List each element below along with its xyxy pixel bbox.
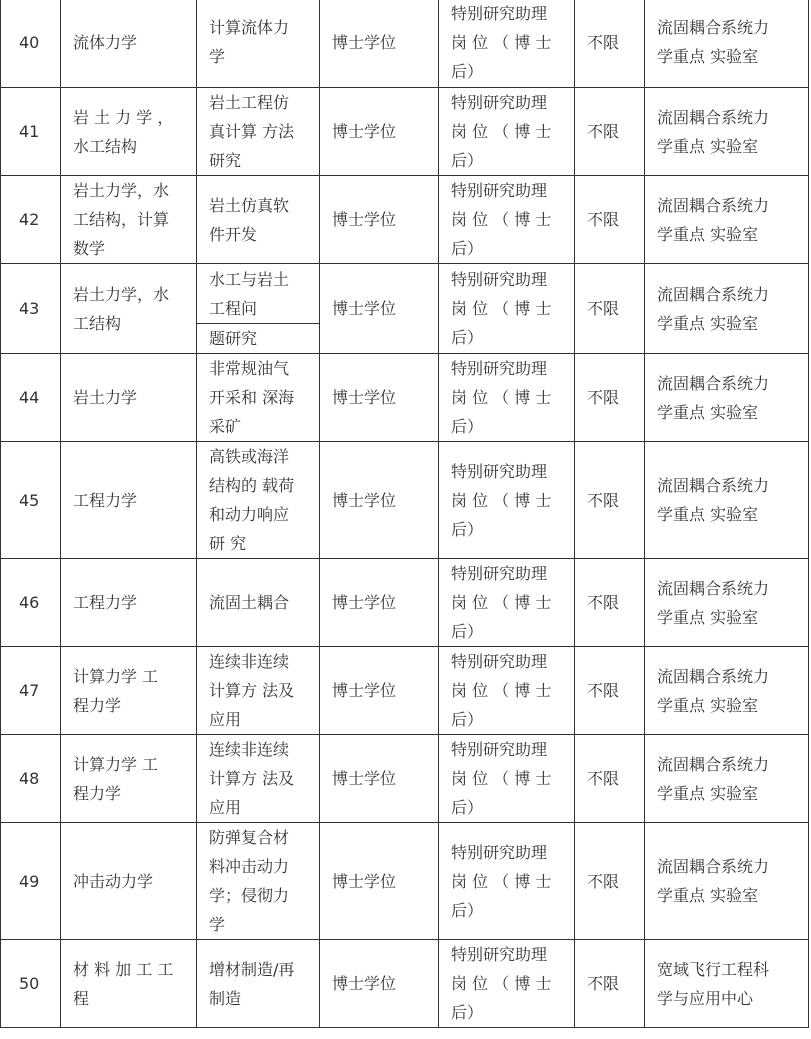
subject-cell-line: 计算力学 工 [73, 666, 159, 686]
research-direction-cell [197, 559, 320, 647]
research-direction-cell [197, 88, 320, 176]
degree-cell: 博士学位 [320, 176, 439, 264]
research-direction-cell [197, 0, 320, 88]
department-cell [645, 0, 809, 88]
table-row [1, 735, 809, 823]
degree-cell: 博士学位 [320, 735, 439, 823]
position-cell [439, 647, 575, 735]
position-cell-line: 后） [451, 151, 484, 170]
position-cell-line: 岗 位 （ 博 士 [451, 593, 552, 612]
table-row [1, 442, 809, 559]
table-row [1, 176, 809, 264]
position-cell-line: 后） [451, 622, 484, 641]
department-cell-line: 学重点 实验室 [657, 136, 759, 156]
department-cell-line: 流固耦合系统力 [657, 857, 770, 876]
department-cell [645, 647, 809, 735]
department-cell-line: 流固耦合系统力 [657, 107, 770, 127]
research-direction-cell [197, 940, 320, 1028]
research-direction-cell [197, 647, 320, 735]
department-cell [645, 559, 809, 647]
age-limit-cell: 不限 [575, 88, 645, 176]
subject-cell-line: 程 [73, 988, 90, 1008]
degree-cell: 博士学位 [320, 940, 439, 1028]
department-cell-line: 流固耦合系统力 [657, 666, 770, 686]
research-direction-cell [197, 442, 320, 559]
position-cell [439, 442, 575, 559]
research-direction-cell-line: 应用 [209, 798, 242, 817]
table-row [1, 0, 809, 88]
research-direction-cell [197, 176, 320, 264]
department-cell-line: 流固耦合系统力 [657, 195, 770, 215]
age-limit-cell: 不限 [575, 442, 645, 559]
subject-cell [61, 940, 197, 1028]
subject-cell [61, 823, 197, 940]
department-cell-line: 流固耦合系统力 [657, 18, 770, 37]
table-body [1, 0, 809, 1028]
degree-cell: 博士学位 [320, 0, 439, 88]
table-row [1, 88, 809, 176]
research-direction-cell-line: 应用 [209, 710, 242, 729]
position-cell [439, 354, 575, 442]
position-cell-line: 特别研究助理 [451, 270, 548, 289]
research-direction-cell-line: 件开发 [209, 224, 258, 244]
position-cell-line: 岗 位 （ 博 士 [451, 32, 552, 52]
table-row [1, 264, 809, 324]
department-cell-line: 学重点 实验室 [657, 402, 759, 422]
research-direction-cell-line: 结构的 载荷 [209, 476, 295, 495]
degree-cell: 博士学位 [320, 823, 439, 940]
research-direction-cell-line: 岩土工程仿 [209, 93, 290, 112]
research-direction-cell-line: 连续非连续 [209, 740, 290, 759]
research-direction-cell-line: 料冲击动力 [209, 857, 290, 876]
degree-cell: 博士学位 [320, 442, 439, 559]
subject-cell-line: 数学 [73, 239, 106, 258]
position-cell-line: 岗 位 （ 博 士 [451, 769, 552, 788]
subject-cell-line: 工结构，计算 [73, 210, 170, 229]
position-cell-line: 后） [451, 900, 484, 920]
department-cell [645, 735, 809, 823]
degree-cell: 博士学位 [320, 264, 439, 354]
research-direction-cell-line: 计算流体力 [209, 18, 290, 37]
research-direction-cell-line: 研 究 [209, 534, 247, 553]
position-cell-line: 后） [451, 798, 484, 817]
row-number: 45 [1, 442, 61, 559]
department-cell [645, 88, 809, 176]
research-direction-cell-line: 计算方 法及 [209, 681, 295, 700]
research-direction-cell [197, 264, 320, 324]
department-cell-line: 学重点 实验室 [657, 505, 759, 524]
row-number: 47 [1, 647, 61, 735]
subject-cell [61, 176, 197, 264]
degree-cell: 博士学位 [320, 559, 439, 647]
position-cell-line: 后） [451, 61, 484, 81]
research-direction-cell-line: 计算方 法及 [209, 769, 295, 788]
subject-cell-line: 材 料 加 工 工 [73, 959, 174, 979]
research-direction-cell-line: 研究 [209, 151, 242, 170]
position-cell-line: 后） [451, 417, 484, 436]
department-cell-line: 学重点 实验室 [657, 47, 759, 66]
department-cell-line: 学重点 实验室 [657, 313, 759, 333]
position-cell-line: 岗 位 （ 博 士 [451, 974, 552, 993]
age-limit-cell: 不限 [575, 940, 645, 1028]
subject-cell [61, 264, 197, 354]
position-cell-line: 后） [451, 1003, 484, 1022]
position-cell [439, 264, 575, 354]
research-direction-cell-line: 学；侵彻力 [209, 886, 290, 905]
position-cell [439, 176, 575, 264]
subject-cell-line: 程力学 [73, 695, 122, 715]
subject-cell-line: 岩土力学，水 [73, 181, 170, 200]
degree-cell: 博士学位 [320, 354, 439, 442]
position-cell-line: 后） [451, 328, 484, 347]
position-cell-line: 特别研究助理 [451, 3, 548, 23]
row-number: 46 [1, 559, 61, 647]
position-cell [439, 823, 575, 940]
department-cell [645, 940, 809, 1028]
research-direction-cell-line: 增材制造/再 [209, 959, 295, 979]
department-cell-line: 学与应用中心 [657, 988, 754, 1008]
subject-cell [61, 0, 197, 88]
subject-cell-line: 工结构 [73, 313, 122, 333]
position-cell-line: 特别研究助理 [451, 652, 548, 671]
research-direction-cell-line: 学 [209, 47, 226, 66]
research-direction-cell-line: 采矿 [209, 417, 242, 436]
research-direction-cell-line: 连续非连续 [209, 652, 290, 671]
position-cell-line: 特别研究助理 [451, 740, 548, 759]
position-cell-line: 岗 位 （ 博 士 [451, 122, 552, 141]
research-direction-cell-line: 和动力响应 [209, 505, 290, 524]
research-direction-cell-line: 高铁或海洋 [209, 447, 290, 466]
department-cell-line: 流固耦合系统力 [657, 476, 770, 495]
subject-cell-line: 计算力学 工 [73, 754, 159, 774]
row-number: 40 [1, 0, 61, 88]
age-limit-cell: 不限 [575, 176, 645, 264]
position-cell-line: 特别研究助理 [451, 945, 548, 964]
department-cell [645, 354, 809, 442]
subject-cell-line: 岩 土 力 学 ， [73, 107, 174, 127]
subject-cell-line: 冲击动力学 [73, 871, 154, 891]
subject-cell [61, 88, 197, 176]
position-cell-line: 特别研究助理 [451, 842, 548, 862]
department-cell-line: 宽域飞行工程科 [657, 959, 770, 979]
subject-cell-line: 工程力学 [73, 593, 138, 612]
department-cell-line: 学重点 实验室 [657, 783, 759, 803]
position-cell-line: 后） [451, 710, 484, 729]
position-cell-line: 岗 位 （ 博 士 [451, 490, 552, 510]
subject-cell-line: 工程力学 [73, 490, 138, 510]
table-row [1, 940, 809, 1028]
department-cell [645, 176, 809, 264]
age-limit-cell: 不限 [575, 735, 645, 823]
age-limit-cell: 不限 [575, 647, 645, 735]
table-row [1, 559, 809, 647]
position-cell-line: 特别研究助理 [451, 461, 548, 481]
row-number: 49 [1, 823, 61, 940]
age-limit-cell: 不限 [575, 559, 645, 647]
research-direction-cell [197, 735, 320, 823]
department-cell-line: 学重点 实验室 [657, 886, 759, 905]
position-cell-line: 特别研究助理 [451, 93, 548, 112]
subject-cell-line: 岩土力学 [73, 388, 138, 407]
table-row [1, 823, 809, 940]
degree-cell: 博士学位 [320, 647, 439, 735]
research-direction-cell-line: 工程问 [209, 298, 258, 318]
row-number: 41 [1, 88, 61, 176]
department-cell-line: 学重点 实验室 [657, 695, 759, 715]
position-cell-line: 岗 位 （ 博 士 [451, 299, 552, 318]
research-direction-cell-line: 流固土耦合 [209, 593, 290, 612]
subject-cell [61, 559, 197, 647]
position-cell-line: 特别研究助理 [451, 359, 548, 378]
position-cell-line: 岗 位 （ 博 士 [451, 388, 552, 407]
degree-cell: 博士学位 [320, 88, 439, 176]
subject-cell [61, 647, 197, 735]
subject-cell [61, 442, 197, 559]
row-number: 43 [1, 264, 61, 354]
age-limit-cell: 不限 [575, 354, 645, 442]
position-cell-line: 后） [451, 239, 484, 258]
subject-cell [61, 354, 197, 442]
research-direction-cell-line: 真计算 方法 [209, 122, 295, 141]
table-row [1, 354, 809, 442]
age-limit-cell: 不限 [575, 264, 645, 354]
row-number: 48 [1, 735, 61, 823]
department-cell-line: 流固耦合系统力 [657, 578, 770, 598]
department-cell-line: 流固耦合系统力 [657, 373, 770, 393]
age-limit-cell: 不限 [575, 0, 645, 88]
subject-cell [61, 735, 197, 823]
department-cell-line: 学重点 实验室 [657, 607, 759, 627]
row-number: 44 [1, 354, 61, 442]
research-direction-cell [197, 354, 320, 442]
department-cell-line: 流固耦合系统力 [657, 284, 770, 304]
position-cell-line: 后） [451, 519, 484, 539]
position-cell [439, 735, 575, 823]
age-limit-cell: 不限 [575, 823, 645, 940]
position-cell-line: 岗 位 （ 博 士 [451, 871, 552, 891]
position-cell-line: 岗 位 （ 博 士 [451, 210, 552, 229]
department-cell-line: 流固耦合系统力 [657, 754, 770, 774]
department-cell [645, 442, 809, 559]
position-cell-line: 特别研究助理 [451, 564, 548, 583]
department-cell [645, 264, 809, 354]
row-number: 50 [1, 940, 61, 1028]
subject-cell-line: 程力学 [73, 783, 122, 803]
research-direction-cell [197, 823, 320, 940]
position-cell-line: 特别研究助理 [451, 181, 548, 200]
research-direction-cell-line: 非常规油气 [209, 359, 290, 378]
research-direction-cell-line: 防弹复合材 [209, 828, 290, 847]
subject-cell-line: 水工结构 [73, 136, 138, 156]
subject-cell-line: 流体力学 [73, 32, 138, 52]
table-row [1, 647, 809, 735]
position-cell [439, 0, 575, 88]
research-direction-cell-line: 学 [209, 915, 226, 934]
row-number: 42 [1, 176, 61, 264]
subject-cell-line: 岩土力学，水 [73, 284, 170, 304]
department-cell-line: 学重点 实验室 [657, 224, 759, 244]
research-direction-cell-line: 开采和 深海 [209, 388, 295, 407]
research-direction-cell-line: 水工与岩土 [209, 269, 290, 289]
department-cell [645, 823, 809, 940]
position-cell [439, 559, 575, 647]
research-direction-cell-line: 制造 [209, 988, 242, 1008]
research-direction-continuation-cell: 题研究 [197, 324, 320, 354]
position-cell-line: 岗 位 （ 博 士 [451, 681, 552, 700]
position-cell [439, 88, 575, 176]
research-direction-cell-line: 岩土仿真软 [209, 195, 290, 215]
position-cell [439, 940, 575, 1028]
